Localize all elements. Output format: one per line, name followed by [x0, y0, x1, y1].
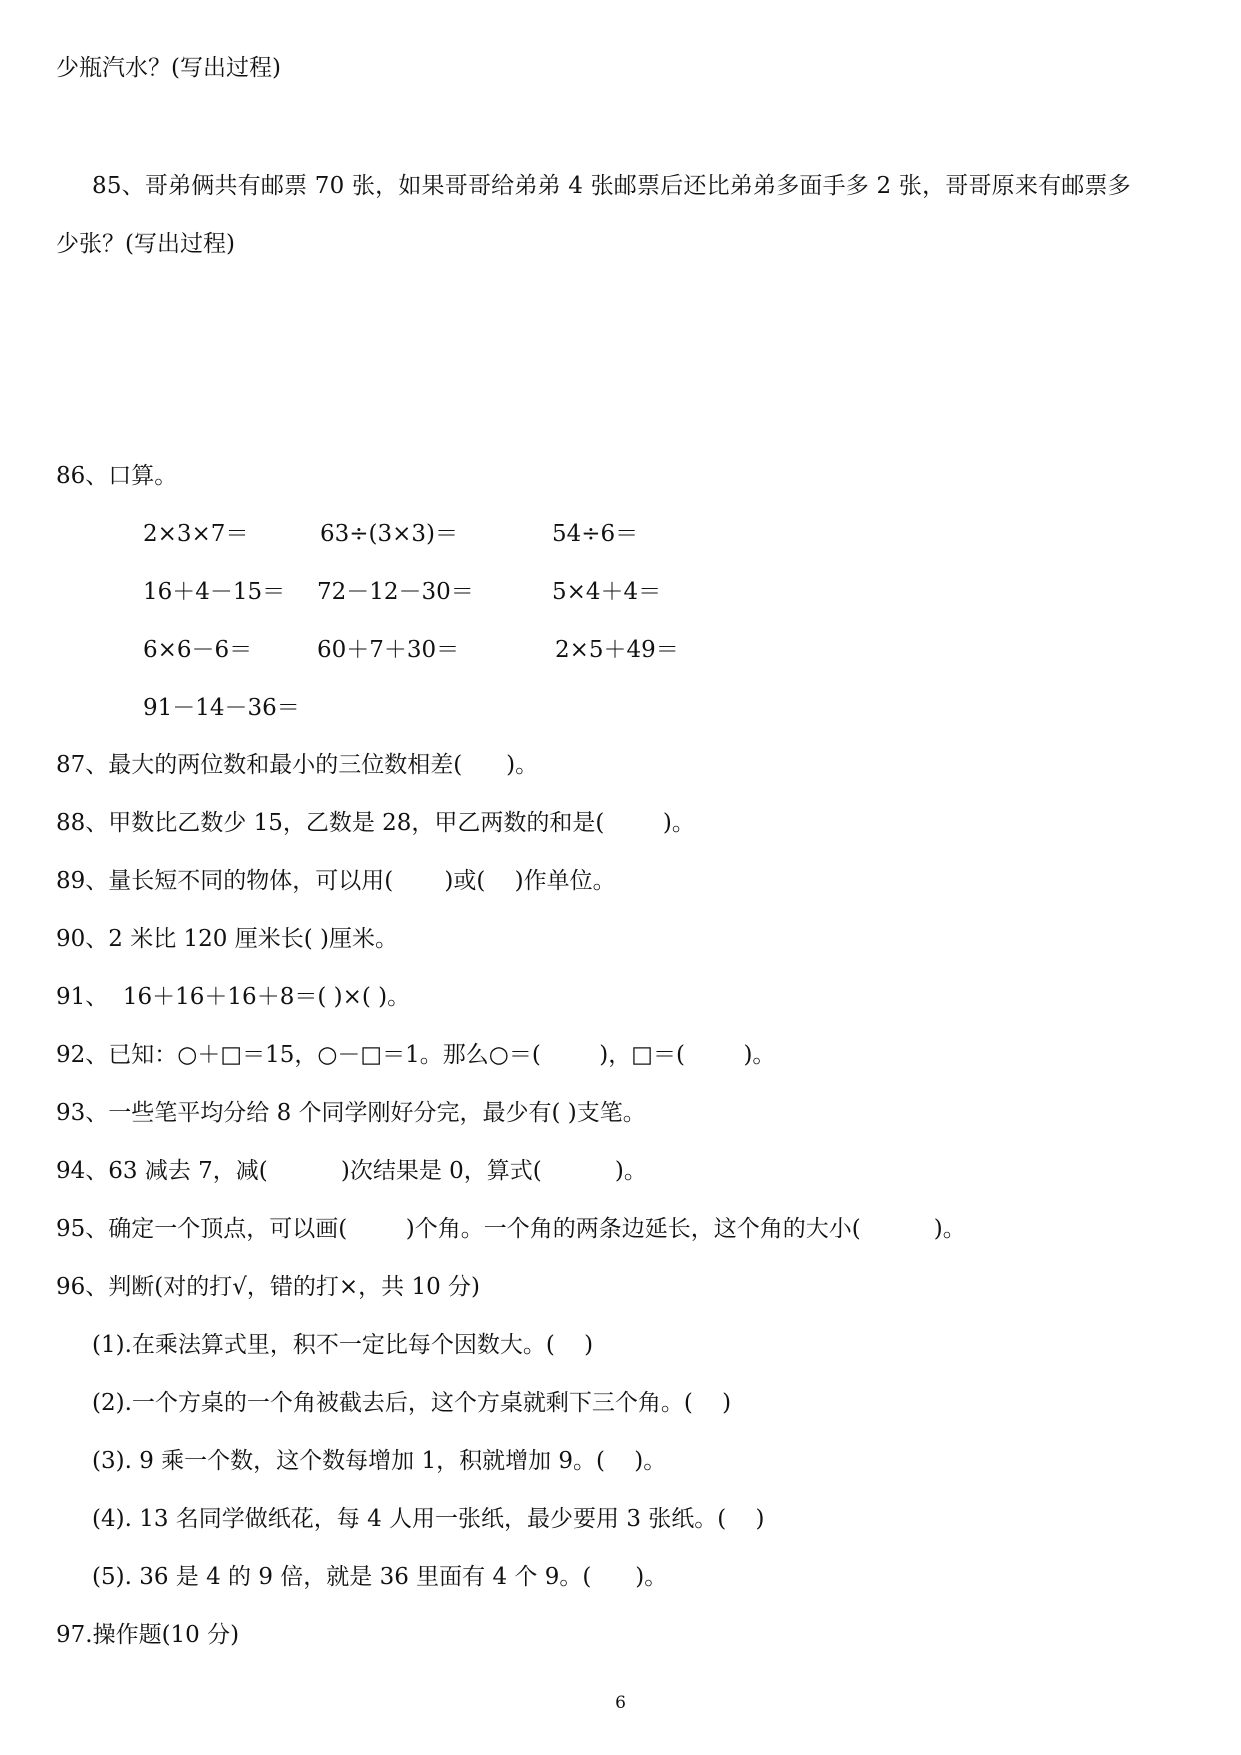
calc-item: 54÷6＝: [552, 521, 639, 547]
question-96-title: 96、判断(对的打√，错的打×，共 10 分): [56, 1274, 481, 1300]
calc-item: 2×3×7＝: [143, 521, 249, 547]
question-86-title: 86、口算。: [56, 463, 178, 489]
question-85-line-2: 少张？(写出过程): [56, 231, 235, 257]
judgement-item-4: (4). 13 名同学做纸花，每 4 人用一张纸，最少要用 3 张纸。( ): [92, 1506, 765, 1532]
question-91: 91、 16＋16＋16＋8＝( )×( )。: [56, 984, 411, 1010]
question-89: 89、量长短不同的物体，可以用( )或( )作单位。: [56, 868, 616, 894]
calc-item: 63÷(3×3)＝: [320, 521, 459, 547]
question-87: 87、最大的两位数和最小的三位数相差( )。: [56, 752, 539, 778]
question-95: 95、确定一个顶点，可以画( )个角。一个角的两条边延长，这个角的大小( )。: [56, 1216, 966, 1242]
question-84-tail: 少瓶汽水？(写出过程): [56, 55, 281, 81]
question-88: 88、甲数比乙数少 15，乙数是 28，甲乙两数的和是( )。: [56, 810, 695, 836]
judgement-item-2: (2).一个方桌的一个角被截去后，这个方桌就剩下三个角。( ): [92, 1390, 732, 1416]
calc-item: 16＋4－15＝: [143, 579, 286, 605]
calc-item: 60＋7＋30＝: [317, 637, 460, 663]
question-97: 97.操作题(10 分): [56, 1622, 240, 1648]
judgement-item-1: (1).在乘法算式里，积不一定比每个因数大。( ): [92, 1332, 594, 1358]
calc-item: 2×5＋49＝: [555, 637, 679, 663]
question-92: 92、已知：○＋□＝15，○－□＝1。那么○＝( )，□＝( )。: [56, 1042, 776, 1068]
question-93: 93、一些笔平均分给 8 个同学刚好分完，最少有( )支笔。: [56, 1100, 646, 1126]
judgement-item-3: (3). 9 乘一个数，这个数每增加 1，积就增加 9。( )。: [92, 1448, 667, 1474]
judgement-item-5: (5). 36 是 4 的 9 倍，就是 36 里面有 4 个 9。( )。: [92, 1564, 668, 1590]
calc-item: 6×6－6＝: [143, 637, 253, 663]
page-number: 6: [615, 1693, 626, 1713]
question-94: 94、63 减去 7，减( )次结果是 0，算式( )。: [56, 1158, 647, 1184]
question-90: 90、2 米比 120 厘米长( )厘米。: [56, 926, 398, 952]
calc-item: 72－12－30＝: [317, 579, 474, 605]
calc-item: 91－14－36＝: [143, 695, 300, 721]
question-85-line-1: 85、哥弟俩共有邮票 70 张，如果哥哥给弟弟 4 张邮票后还比弟弟多面手多 2 张，哥哥原来有邮票多: [92, 173, 1131, 199]
calc-item: 5×4＋4＝: [552, 579, 662, 605]
